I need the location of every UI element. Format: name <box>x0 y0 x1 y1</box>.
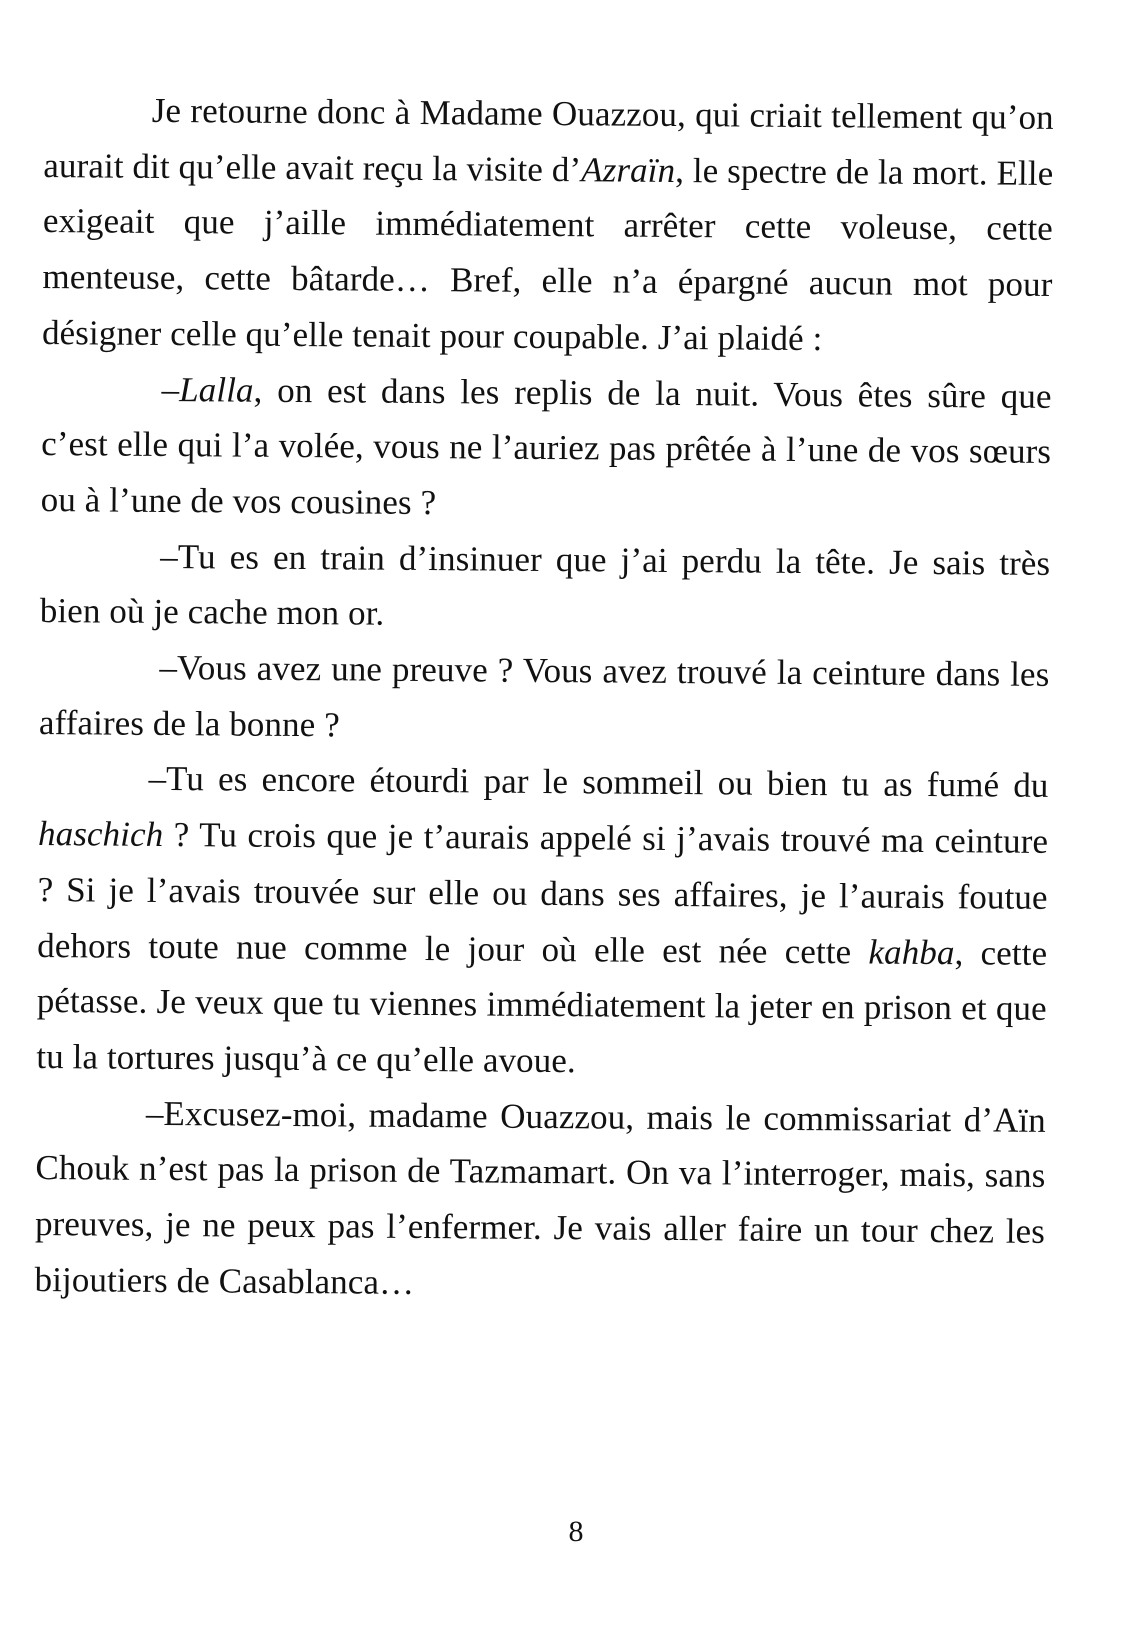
page-number: 8 <box>568 1515 584 1548</box>
text-segment: –Excusez-moi, madame Ouazzou, mais le commissariat d’Aïn Chouk n’est pas la prison de Tazmamart. On va l’interroger, mais, sans preuves, je ne peux pas l’enfermer. Je vais aller faire un tour chez les bijoutiers de Casablanca… <box>34 1093 1047 1302</box>
italic-term-haschich: haschich <box>37 814 164 855</box>
text-segment: , on est dans les replis de la nuit. Vous êtes sûre que c’est elle qui l’a volée, vous ne l’auriez pas prêtée à l’une de vos sœurs ou à l’une de vos cousines ? <box>40 370 1052 523</box>
paragraph-dialogue <box>41 361 1052 536</box>
italic-term-lalla: Lalla <box>179 369 254 410</box>
body-text <box>34 82 1054 1315</box>
text-segment: , cette pétasse. Je veux que tu viennes immédiatement la jeter en prison et que tu la tortures jusqu’à ce qu’elle avoue. <box>36 932 1048 1081</box>
italic-term-kahba: kahba <box>868 932 955 972</box>
text-segment: –Tu es encore étourdi par le sommeil ou bien tu as fumé du <box>148 759 1049 806</box>
paragraph-dialogue <box>39 639 1050 758</box>
text-segment: Je retourne donc à Madame Ouazzou, qui criait tellement qu’on aurait dit qu’elle avait reçu la visite d’ <box>43 90 1054 189</box>
italic-term-azrain: Azraïn <box>581 149 676 190</box>
text-segment: ? Tu crois que je t’aurais appelé si j’avais trouvé ma ceinture ? Si je l’avais trouvée sur elle ou dans ses affaires, je l’aurais foutue dehors toute nue comme le jour où elle est née cette <box>37 815 1049 972</box>
paragraph-dialogue <box>40 528 1051 647</box>
text-segment: –Vous avez une preuve ? Vous avez trouvé la ceinture dans les affaires de la bonne ? <box>38 647 1050 745</box>
text-segment: , le spectre de la mort. Elle exigeait que j’aille immédiatement arrêter cette voleuse, cette menteuse, cette bâtarde… Bref, elle n’a épargné aucun mot pour désigner celle qu’elle tenait pour coupable. J’ai plaidé : <box>41 150 1054 358</box>
paragraph-dialogue <box>36 750 1049 1092</box>
text-segment: – <box>161 369 180 409</box>
text-segment: –Tu es en train d’insinuer que j’ai perdu la tête. Je sais très bien où je cache mon or. <box>39 536 1051 634</box>
paragraph-narration <box>42 82 1054 368</box>
paragraph-dialogue <box>34 1085 1046 1316</box>
